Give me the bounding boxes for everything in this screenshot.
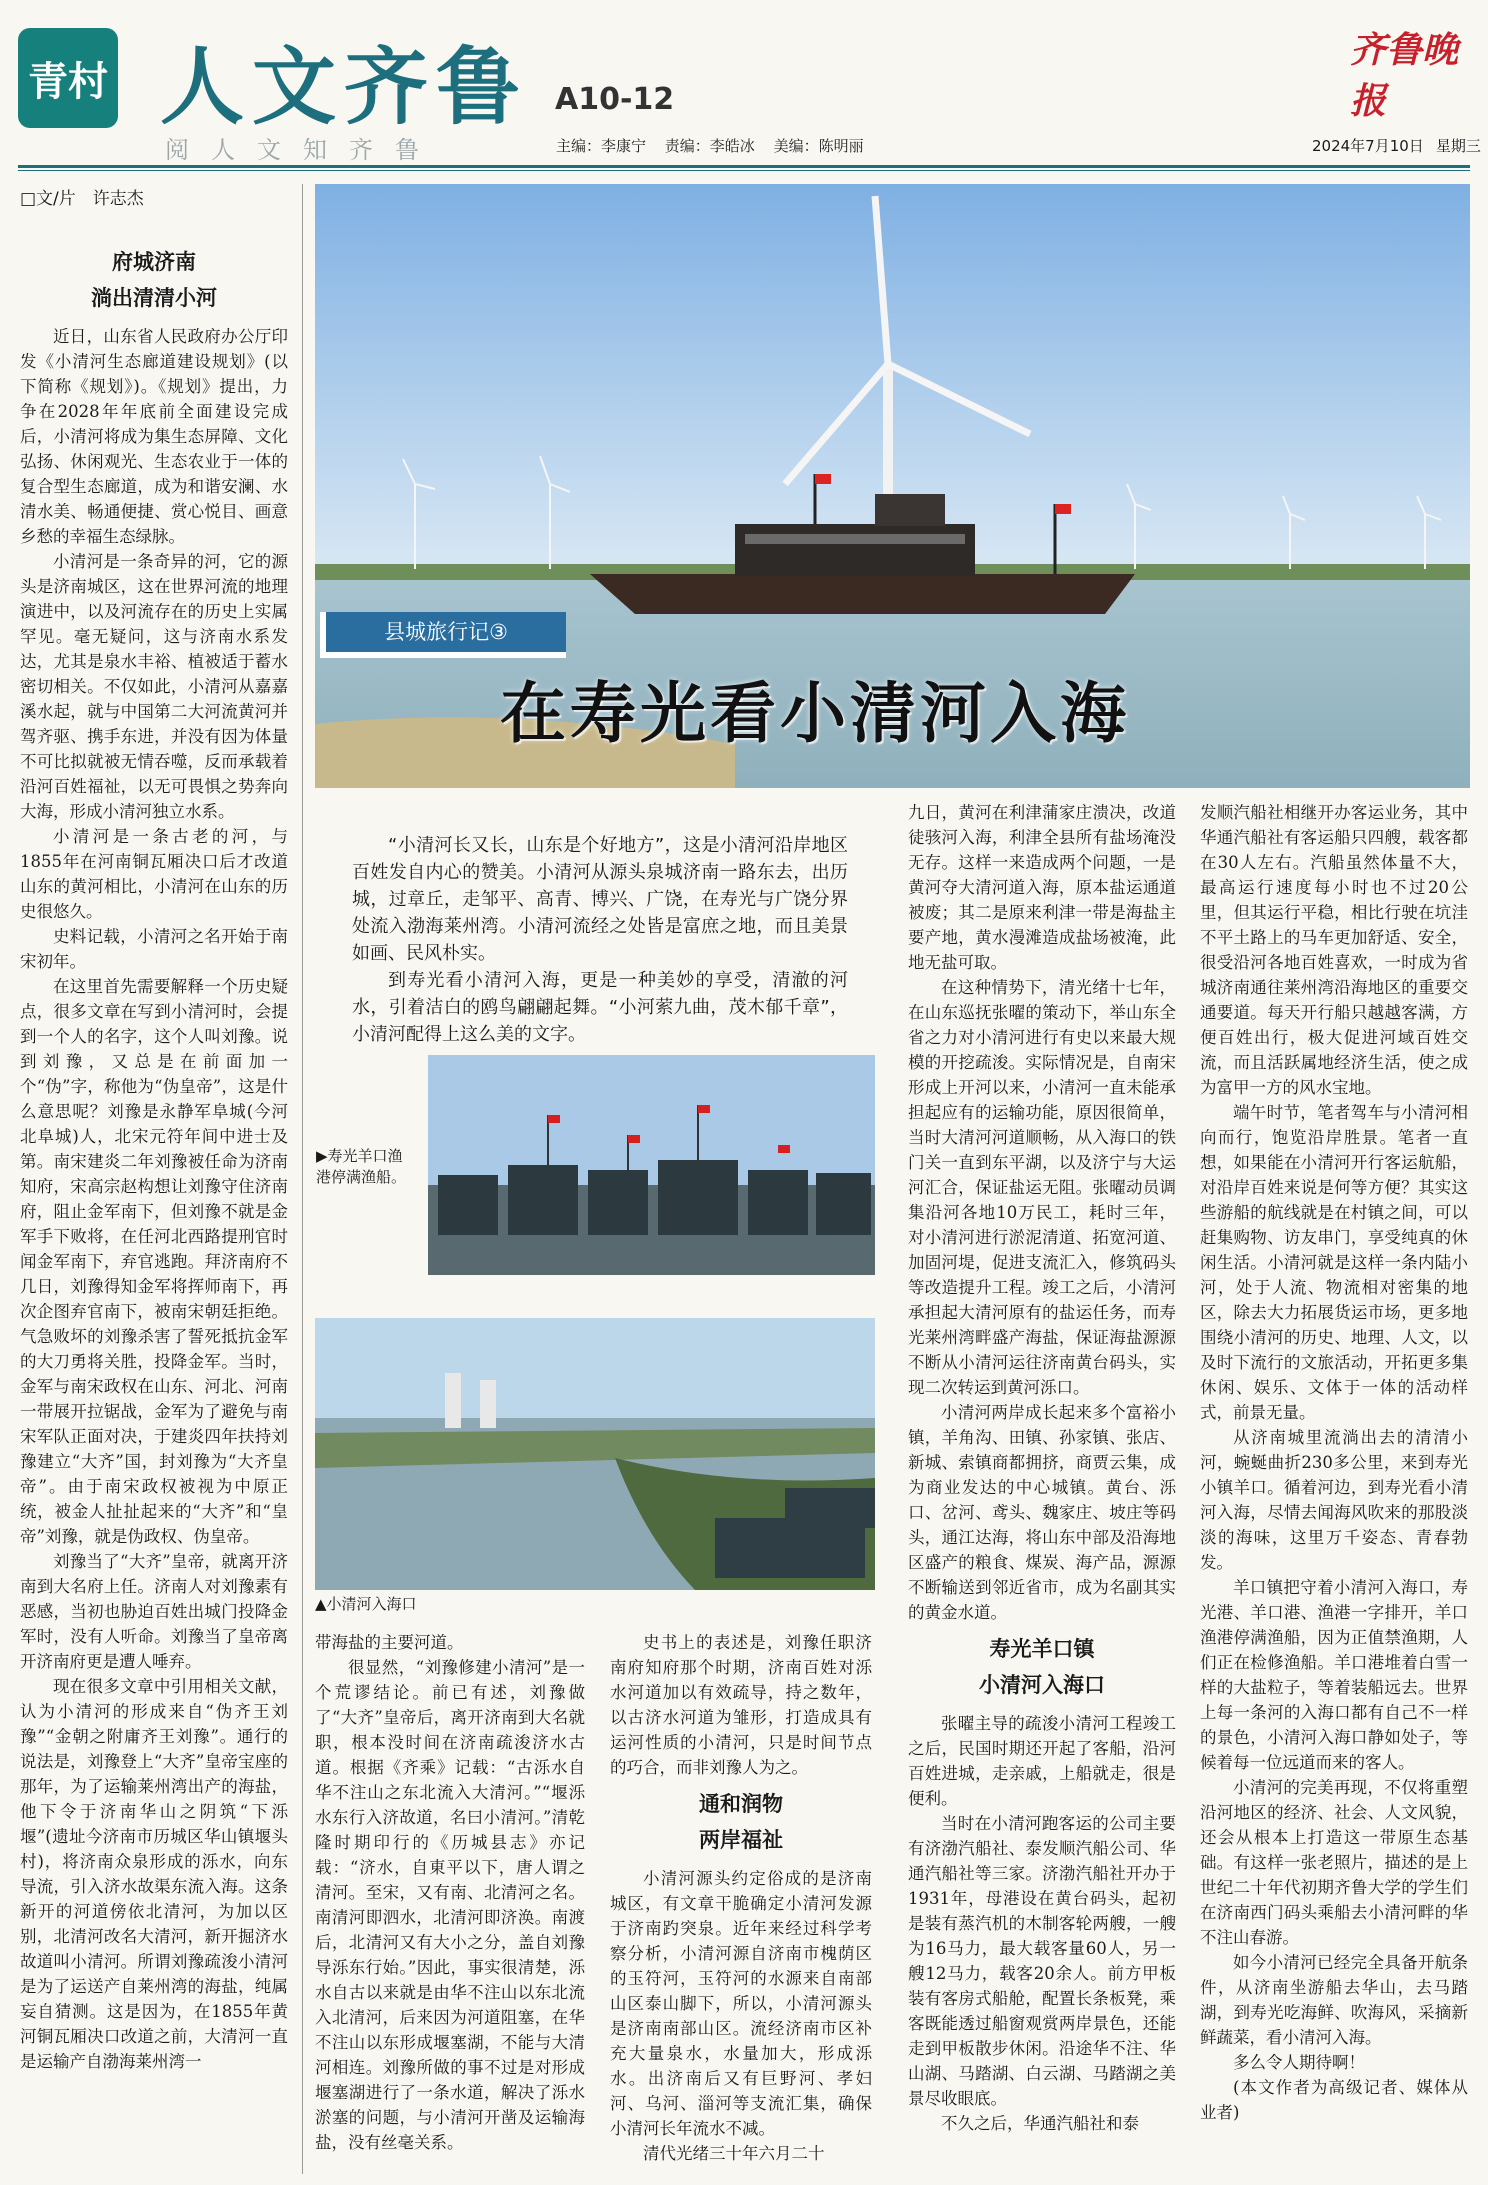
- section-heading-3: [908, 1631, 1176, 1703]
- article-lead: [352, 832, 848, 1048]
- paragraph: 在这里首先需要解释一个历史疑点，很多文章在写到小清河时，会提到一个人的名字，这个人叫刘豫。说到刘豫，又总是在前面加一个“伪”字，称他为“伪皇帝”，这是什么意思呢？刘豫是永静军阜城(今河北阜城)人，北宋元符年间中进士及第。南宋建炎二年刘豫被任命为济南知府，宋高宗赵构想让刘豫守住济南府，阻止金军南下，但刘豫不就是金军手下败将，在任河北西路提刑官时闻金军南下，弃官逃跑。拜济南府不几日，刘豫得知金军将挥师南下，再次企图弃官南下，被南宋朝廷拒绝。气急败坏的刘豫杀害了誓死抵抗金军的大刀勇将关胜，投降金军。当时，金军与南宋政权在山东、河北、河南一带展开拉锯战，金军为了避免与南宋军队正面对决，于建炎四年扶持刘豫建立“大齐”国，封刘豫为“大齐皇帝”。由于南宋政权被视为中原正统，被金人扯扯起来的“大齐”和“皇帝”刘豫，就是伪政权、伪皇帝。: [20, 977, 288, 1546]
- author-note: (本文作者为高级记者、媒体从业者): [1200, 2078, 1468, 2122]
- masthead-rule-thin: [18, 170, 1470, 171]
- lead-paragraph: “小清河长又长，山东是个好地方”，这是小清河沿岸地区百姓发自内心的赞美。小清河从源头泉城济南一路东去，出历城，过章丘，走邹平、高青、博兴、广饶，在寿光与广饶分界处流入渤海莱州湾。小清河流经之处皆是富庶之地，而且美景如画、民风朴实。: [352, 835, 848, 964]
- column-divider: [302, 184, 303, 2174]
- paragraph: 现在很多文章中引用相关文献，认为小清河的形成来自“伪齐王刘豫”“金朝之附庸齐王刘豫”。通行的说法是，刘豫登上“大齐”皇帝宝座的那年，为了运输莱州湾出产的海盐，他下令于济南华山之阴筑“下泺堰”(遗址今济南市历城区华山镇堰头村)，将济南众泉形成的泺水，向东导流，引入济水故渠东流入海。这条新开的河道傍依北清河，为加以区别，北清河改名大清河，新开掘济水故道叫小清河。所谓刘豫疏浚小清河是为了运送产自莱州湾的海盐，纯属妄自猜测。这是因为，在1855年黄河铜瓦厢决口改道之前，大清河一直是运输产自渤海莱州湾一: [20, 1677, 288, 2071]
- fishing-port-photo: [428, 1055, 875, 1275]
- section-title: 人文齐鲁: [160, 37, 529, 136]
- paragraph: 带海盐的主要河道。: [315, 1633, 464, 1652]
- editors-line: [556, 135, 878, 156]
- paragraph: 如今小清河已经完全具备开航条件，从济南坐游船去华山，去马踏湖，到寿光吃海鲜、吹海风，采摘新鲜蔬菜，看小清河入海。: [1200, 1953, 1468, 2047]
- photo-caption-2: ▲小清河入海口: [315, 1595, 417, 1613]
- masthead-rule: [18, 165, 1470, 168]
- heading-line: 淌出清清小河: [91, 285, 217, 310]
- section-logo: [18, 28, 118, 128]
- paragraph: 近日，山东省人民政府办公厅印发《小清河生态廊道建设规划》(以下简称《规划》)。《规划》提出，力争在2028年年底前全面建设完成后，小清河将成为集生态屏障、文化弘扬、休闲观光、生态农业于一体的复合型生态廊道，成为和谐安澜、水清水美、畅通便捷、赏心悦目、画意乡愁的幸福生态绿脉。: [20, 327, 288, 546]
- photo-caption-1: ▶寿光羊口渔港停满渔船。: [316, 1147, 407, 1186]
- paragraph: 小清河是一条奇异的河，它的源头是济南城区，这在世界河流的地理演进中，以及河流存在的历史上实属罕见。毫无疑问，这与济南水系发达，尤其是泉水丰裕、植被适于蓄水密切相关。不仅如此，小清河从嘉嘉溪水起，就与中国第二大河流黄河并驾齐驱、携手东进，并没有因为体量不可比拟就被无情吞噬，反而承载着沿河百姓福祉，以无可畏惧之势奔向大海，形成小清河独立水系。: [20, 552, 288, 821]
- paragraph: 小清河的完美再现，不仅将重塑沿河地区的经济、社会、人文风貌，还会从根本上打造这一带原生态基础。有这样一张老照片，描述的是上世纪二十年代初期齐鲁大学的学生们在济南西门码头乘船去小清河畔的华不注山春游。: [1200, 1778, 1468, 1947]
- section-heading-1: [20, 244, 288, 316]
- paragraph: 小清河两岸成长起来多个富裕小镇，羊角沟、田镇、孙家镇、张店、新城、索镇商都拥挤，商贾云集，成为商业发达的中心城镇。黄台、泺口、岔河、鸢头、魏家庄、坡庄等码头，通江达海，将山东中部及沿海地区盛产的粮食、煤炭、海产品，源源不断输送到邻近省市，成为名副其实的黄金水道。: [908, 1403, 1176, 1622]
- section-heading-2: [610, 1786, 872, 1858]
- column-3: [610, 1630, 872, 2166]
- paragraph: 羊口镇把守着小清河入海口，寿光港、羊口港、渔港一字排开，羊口渔港停满渔船，因为正值禁渔期，人们正在检修渔船。羊口港堆着白雪一样的大盐粒子，等着装船远去。世界上每一条河的入海口都有自己不一样的景色，小清河入海口静如处子，等候着每一位远道而来的客人。: [1200, 1578, 1468, 1772]
- lead-paragraph: 到寿光看小清河入海，更是一种美妙的享受，清澈的河水，引着洁白的鸥鸟翩翩起舞。“小河萦九曲，茂木郁千章”，小清河配得上这么美的文字。: [352, 970, 848, 1045]
- art-editor: 美编：陈明丽: [773, 137, 864, 155]
- paragraph: 端午时节，笔者驾车与小清河相向而行，饱览沿岸胜景。笔者一直想，如果能在小清河开行客运航船，对沿岸百姓来说是何等方便？其实这些游船的航线就是在村镇之间，可以赶集购物、访友串门，享受纯真的休闲生活。小清河就是这样一条内陆小河，处于人流、物流相对密集的地区，除去大力拓展货运市场，更多地围绕小清河的历史、地理、人文，以及时下流行的文旅活动，开拓更多集休闲、娱乐、文体于一体的活动样式，前景无量。: [1200, 1103, 1468, 1422]
- heading-line: 府城济南: [112, 249, 196, 274]
- weekday-text: 星期三: [1435, 137, 1481, 155]
- paragraph: 从济南城里流淌出去的清清小河，蜿蜒曲折230多公里，来到寿光小镇羊口。循着河边，到寿光看小清河入海，尽情去闻海风吹来的那股淡淡的海味，这里万千姿态、青春勃发。: [1200, 1428, 1468, 1572]
- paragraph: 在这种情势下，清光绪十七年，在山东巡抚张曜的策动下，举山东全省之力对小清河进行有史以来最大规模的开挖疏浚。实际情况是，自南宋形成上开河以来，小清河一直未能承担起应有的运输功能，原因很简单，当时大清河河道顺畅，从入海口的铁门关一直到东平湖，以及济宁与大运河汇合，保证盐运无阻。张曜动员调集沿河各地10万民工，耗时三年，对小清河进行淤泥清道、拓宽河道、加固河堤，促进支流汇入，修筑码头等改造提升工程。竣工之后，小清河承担起大清河原有的盐运任务，而寿光莱州湾畔盛产海盐，保证海盐源源不断从小清河运往济南黄台码头，实现二次转运到黄河泺口。: [908, 978, 1176, 1397]
- series-tag: 县城旅行记③: [320, 612, 566, 658]
- column-1: [20, 238, 288, 2074]
- paragraph: 发顺汽船社相继开办客运业务，其中华通汽船社有客运船只四艘，载客都在30人左右。汽船虽然体量不大，最高运行速度每小时也不过20公里，但其运行平稳，相比行驶在坑洼不平土路上的马车更加舒适、安全，很受沿河各地百姓喜欢，一时成为省城济南通往莱州湾沿海地区的重要交通要道。每天开行船只越越客满，方便百姓出行，极大促进河域百姓交流，而且活跃属地经济生活，使之成为富甲一方的风水宝地。: [1200, 803, 1468, 1097]
- fishing-port-svg: [428, 1055, 875, 1275]
- paragraph: 张曜主导的疏浚小清河工程竣工之后，民国时期还开起了客船，沿河百姓进城，走亲戚，上船就走，很是便利。: [908, 1714, 1176, 1808]
- issue-date: [1300, 135, 1481, 156]
- paragraph: 当时在小清河跑客运的公司主要有济渤汽船社、泰发顺汽船公司、华通汽船社等三家。济渤汽船社开办于1931年，母港设在黄台码头，起初是装有蒸汽机的木制客轮两艘，一艘为16马力，最大载客量60人，另一艘12马力，载客20余人。前方甲板装有客房式船舱，配置长条板凳，乘客既能透过船窗观赏两岸景色，还能走到甲板散步休闲。沿途华不注、华山湖、马踏湖、白云湖、马踏湖之美景尽收眼底。: [908, 1814, 1176, 2108]
- paragraph: 小清河是一条古老的河，与1855年在河南铜瓦厢决口后才改道山东的黄河相比，小清河在山东的历史很悠久。: [20, 827, 288, 921]
- column-2: [315, 1630, 585, 2155]
- column-4: [908, 800, 1176, 2136]
- byline: □文/片 许志杰: [20, 189, 144, 209]
- page-code: A10-12: [555, 82, 675, 117]
- paragraph: 多么令人期待啊！: [1233, 2053, 1365, 2072]
- heading-line: 寿光羊口镇: [989, 1636, 1095, 1661]
- logo-text: 青村: [28, 57, 108, 105]
- column-5: [1200, 800, 1468, 2125]
- river-mouth-photo: [315, 1318, 875, 1590]
- paragraph: 清代光绪三十年六月二十: [643, 2144, 825, 2163]
- heading-line: 小清河入海口: [979, 1672, 1105, 1697]
- paragraph: 九日，黄河在利津蒲家庄溃决，改道徒骇河入海，利津全县所有盐场淹没无存。这样一来造成两个问题，一是黄河夺大清河道入海，原本盐运通道被废；其二是原来利津一带是海盐主要产地，黄水漫滩造成盐场被淹，此地无盐可取。: [908, 803, 1176, 972]
- paragraph: 很显然，“刘豫修建小清河”是一个荒谬结论。前已有述，刘豫做了“大齐”皇帝后，离开济南到大名就职，根本没时间在济南疏浚济水古道。根据《齐乘》记载：“古泺水自华不注山之东北流入大清河。”“堰泺水东行入济故道，名曰小清河。”清乾隆时期印行的《历城县志》亦记载：“济水，自東平以下，唐人谓之清河。至宋，又有南、北清河之名。南清河即泗水，北清河即济涣。南渡后，北清河又有大小之分，盖自刘豫导泺东行始。”因此，事实很清楚，泺水自古以来就是由华不注山以东北流入北清河，后来因为河道阻塞，在华不注山以东形成堰塞湖，不能与大清河相连。刘豫所做的事不过是对形成堰塞湖进行了一条水道，解决了泺水淤塞的问题，与小清河开凿及运输海盐，没有丝毫关系。: [315, 1658, 585, 2152]
- chief-editor: 主编：李康宁: [556, 137, 647, 155]
- paragraph: 刘豫当了“大齐”皇帝，就离开济南到大名府上任。济南人对刘豫素有恶感，当初也胁迫百姓出城门投降金军时，没有人听命。刘豫当了皇帝离开济南府更是遭人唾弃。: [20, 1552, 288, 1671]
- paragraph: 史料记载，小清河之名开始于南宋初年。: [20, 927, 288, 971]
- heading-line: 通和润物: [699, 1791, 783, 1816]
- river-mouth-svg: [315, 1318, 875, 1590]
- heading-line: 两岸福祉: [699, 1827, 783, 1852]
- paragraph: 小清河源头约定俗成的是济南城区，有文章干脆确定小清河发源于济南趵突泉。近年来经过科学考察分析，小清河源自济南市槐荫区的玉符河，玉符河的水源来自南部山区泰山脚下，所以，小清河源头是济南南部山区。流经济南市区补充大量泉水，水量加大，形成泺水。出济南后又有巨野河、孝妇河、乌河、淄河等支流汇集，确保小清河长年流水不减。: [610, 1869, 872, 2138]
- section-slogan: 阅人文知齐鲁: [165, 136, 441, 164]
- newspaper-logo: 齐鲁晚报: [1350, 29, 1459, 122]
- date-text: 2024年7月10日: [1312, 137, 1424, 155]
- article-title: 在寿光看小清河入海: [500, 674, 1130, 752]
- responsible-editor: 责编：李皓冰: [664, 137, 755, 155]
- paragraph: 史书上的表述是，刘豫任职济南府知府那个时期，济南百姓对泺水河道加以有效疏导，持之数年，以古济水河道为雏形，打造成具有运河性质的小清河，只是时间节点的巧合，而非刘豫人为之。: [610, 1633, 872, 1777]
- paragraph: 不久之后，华通汽船社和泰: [941, 2114, 1139, 2133]
